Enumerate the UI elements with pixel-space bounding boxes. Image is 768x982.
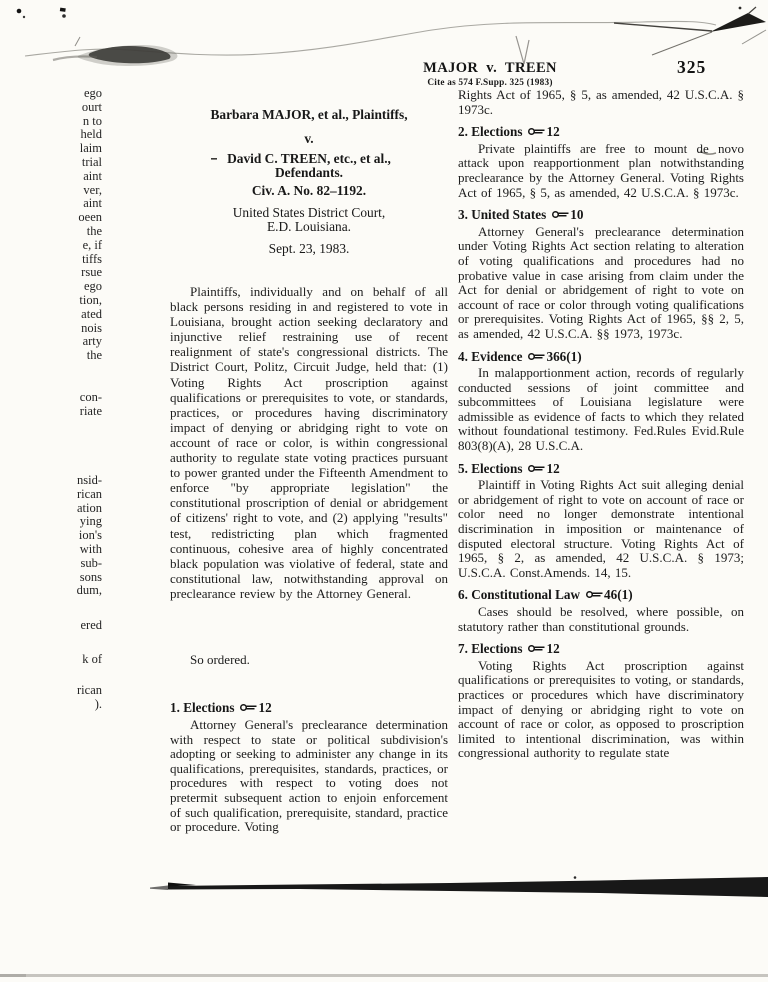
headnote-1-heading — [170, 701, 272, 716]
page-number: 325 — [677, 57, 707, 77]
headnote-6-text: Cases should be resolved, where possible, on statutory rather than constitutional grounds. — [458, 604, 744, 634]
caption-defendants-line2: Defendants. — [274, 165, 344, 180]
headnote-6-topic: 6. Constitutional Law — [458, 587, 581, 603]
headnote-4-text: In malapportionment action, records of regularly conducted sessions of joint committee and subcommittees of Louisiana legislature were admissible as evidence of facts to which they related without foundational testimony. Fed.Rules Evid.Rule 803(8)(A), 28 U.S.C.A. — [458, 365, 744, 454]
key-number-icon — [552, 210, 569, 219]
right-column — [458, 88, 744, 761]
headnote-7-text: Voting Rights Act proscription against qualifications or prerequisites to voting, or standards, practices or procedures which have discriminatory impact of denying or abridging right to vote on account of race or color, as opposed to proscription limited to intentional discrimination, was within congressional authority to regulate state — [458, 657, 744, 761]
key-number-icon — [528, 464, 545, 473]
headnote-7-topic: 7. Elections — [458, 641, 523, 657]
headnote-2-text: Private plaintiffs are free to mount de novo attack upon reapportionment plan notwithstanding preclearance by the Attorney General. Voting Rights Act of 1965, § 5, as amended, 42 U.S.C.A. § 1973c. — [458, 140, 744, 200]
key-number-icon — [528, 644, 545, 653]
headnote-4-topic: 4. Evidence — [458, 348, 523, 364]
margin-fragments-group-2: con- riate — [79, 390, 102, 418]
headnote-5-heading — [458, 462, 744, 477]
headnote-3-topic: 3. United States — [458, 207, 547, 223]
headnote-1-topic: 1. Elections — [170, 700, 235, 715]
headnote-5-text: Plaintiff in Voting Rights Act suit alleging denial or abridgement of right to vote on account of race or color need no longer demonstrate intentional discrimination in imposition or maintenance of disputed electoral structure. Voting Rights Act of 1965, § 2, as amended, 42 U.S.C.A. § 1973; U.S.C.A. Const.Amends. 14, 15. — [458, 477, 744, 580]
margin-fragments-group-1: ego ourt n to held laim trial aint ver, aint oeen the e, if tiffs rsue ego tion, ated nois arty the — [78, 86, 102, 363]
running-head-case-name: MAJOR v. TREEN — [423, 60, 557, 76]
caption-court-line2: E.D. Louisiana. — [266, 219, 352, 234]
headnote-1-continuation: Rights Act of 1965, § 5, as amended, 42 U.S.C.A. § 1973c. — [458, 87, 744, 117]
margin-fragments-group-5: k of — [82, 652, 102, 666]
headnote-7-key-number: 12 — [546, 641, 560, 657]
headnote-1-key-number: 12 — [258, 700, 272, 715]
headnote-4-heading — [458, 350, 744, 365]
margin-fragments-group-6: rican ). — [77, 683, 102, 711]
key-number-icon — [528, 127, 545, 136]
headnote-2-topic: 2. Elections — [458, 124, 523, 140]
key-number-icon — [586, 590, 603, 599]
disposition: So ordered. — [190, 652, 250, 667]
caption-docket-number: Civ. A. No. 82–1192. — [251, 183, 367, 198]
headnote-5-key-number: 12 — [546, 460, 560, 476]
headnote-5-topic: 5. Elections — [458, 460, 523, 476]
scan-artifact-bottom-band — [0, 870, 768, 904]
headnote-1-text: Attorney General's preclearance determination with respect to state or political subdivision's adopting or seeking to administer any change in its qualifications, prerequisites, standards, practices, or procedures with respect to voting does not pretermit subsequent action to enjoin enforcement of such qualification, prerequisite, standard, practice or procedure. Voting — [170, 717, 448, 835]
caption-versus: v. — [304, 131, 314, 146]
running-head-citation: Cite as 574 F.Supp. 325 (1983) — [427, 78, 553, 88]
caption-plaintiffs: Barbara MAJOR, et al., Plaintiffs, — [210, 107, 408, 122]
caption-decision-date: Sept. 23, 1983. — [268, 241, 350, 256]
running-head — [372, 60, 608, 88]
headnote-4-key-number: 366(1) — [546, 348, 582, 364]
key-number-icon — [528, 352, 545, 361]
headnote-3-key-number: 10 — [570, 207, 584, 223]
scan-artifact-bottom-edge-line — [0, 974, 768, 977]
syllabus-paragraph: Plaintiffs, individually and on behalf of all black persons residing in and registered to vote in Louisiana, brought action seeking declaratory and injunctive relief restraining use of recent realignment of state's congressional districts. The District Court, Politz, Circuit Judge, held that: (1) Voting Rights Act proscription against qualifications or prerequisites to vote, or standards, practices, or procedures having discriminatory impact of denying or abridging right to vote on account of race or color, is within congressional authority to regulate state voting practices pursuant to power granted under the Fifteenth Amendment to enforce "by appropriate legislation" the constitutional proscription of denial or abridgement of citizens' right to vote, and (2) applying "results" test, redistricting plan which fragmented continuous, cohesive area of highly concentrated black population was violative of federal, state and constitutional law, notwithstanding approval on preclearance review by the Attorney General. — [170, 284, 448, 601]
caption-defendants-line1: David C. TREEN, etc., et al., — [227, 151, 391, 166]
headnote-2-heading — [458, 125, 744, 140]
headnote-7-heading — [458, 642, 744, 657]
headnote-3-text: Attorney General's preclearance determination under Voting Rights Act section relating to alteration of voting qualifications and procedures had no probative value in case arising from claim under the Act for denial or abridgement of right to vote on account of race or color through voting qualifications or prerequisites. Voting Rights Act of 1965, §§ 2, 5, as amended, 42 U.S.C.A. §§ 1973, 1973c. — [458, 223, 744, 341]
margin-fragments-group-3: nsid- rican ation ying ion's with sub- sons dum, — [76, 473, 102, 598]
caption-court-line1: United States District Court, — [232, 205, 386, 220]
headnote-6-heading — [458, 588, 744, 603]
margin-fragments-group-4: ered — [80, 618, 102, 632]
key-number-icon — [240, 703, 257, 712]
headnote-6-key-number: 46(1) — [604, 587, 633, 603]
headnote-2-key-number: 12 — [546, 124, 560, 140]
headnote-3-heading — [458, 208, 744, 223]
